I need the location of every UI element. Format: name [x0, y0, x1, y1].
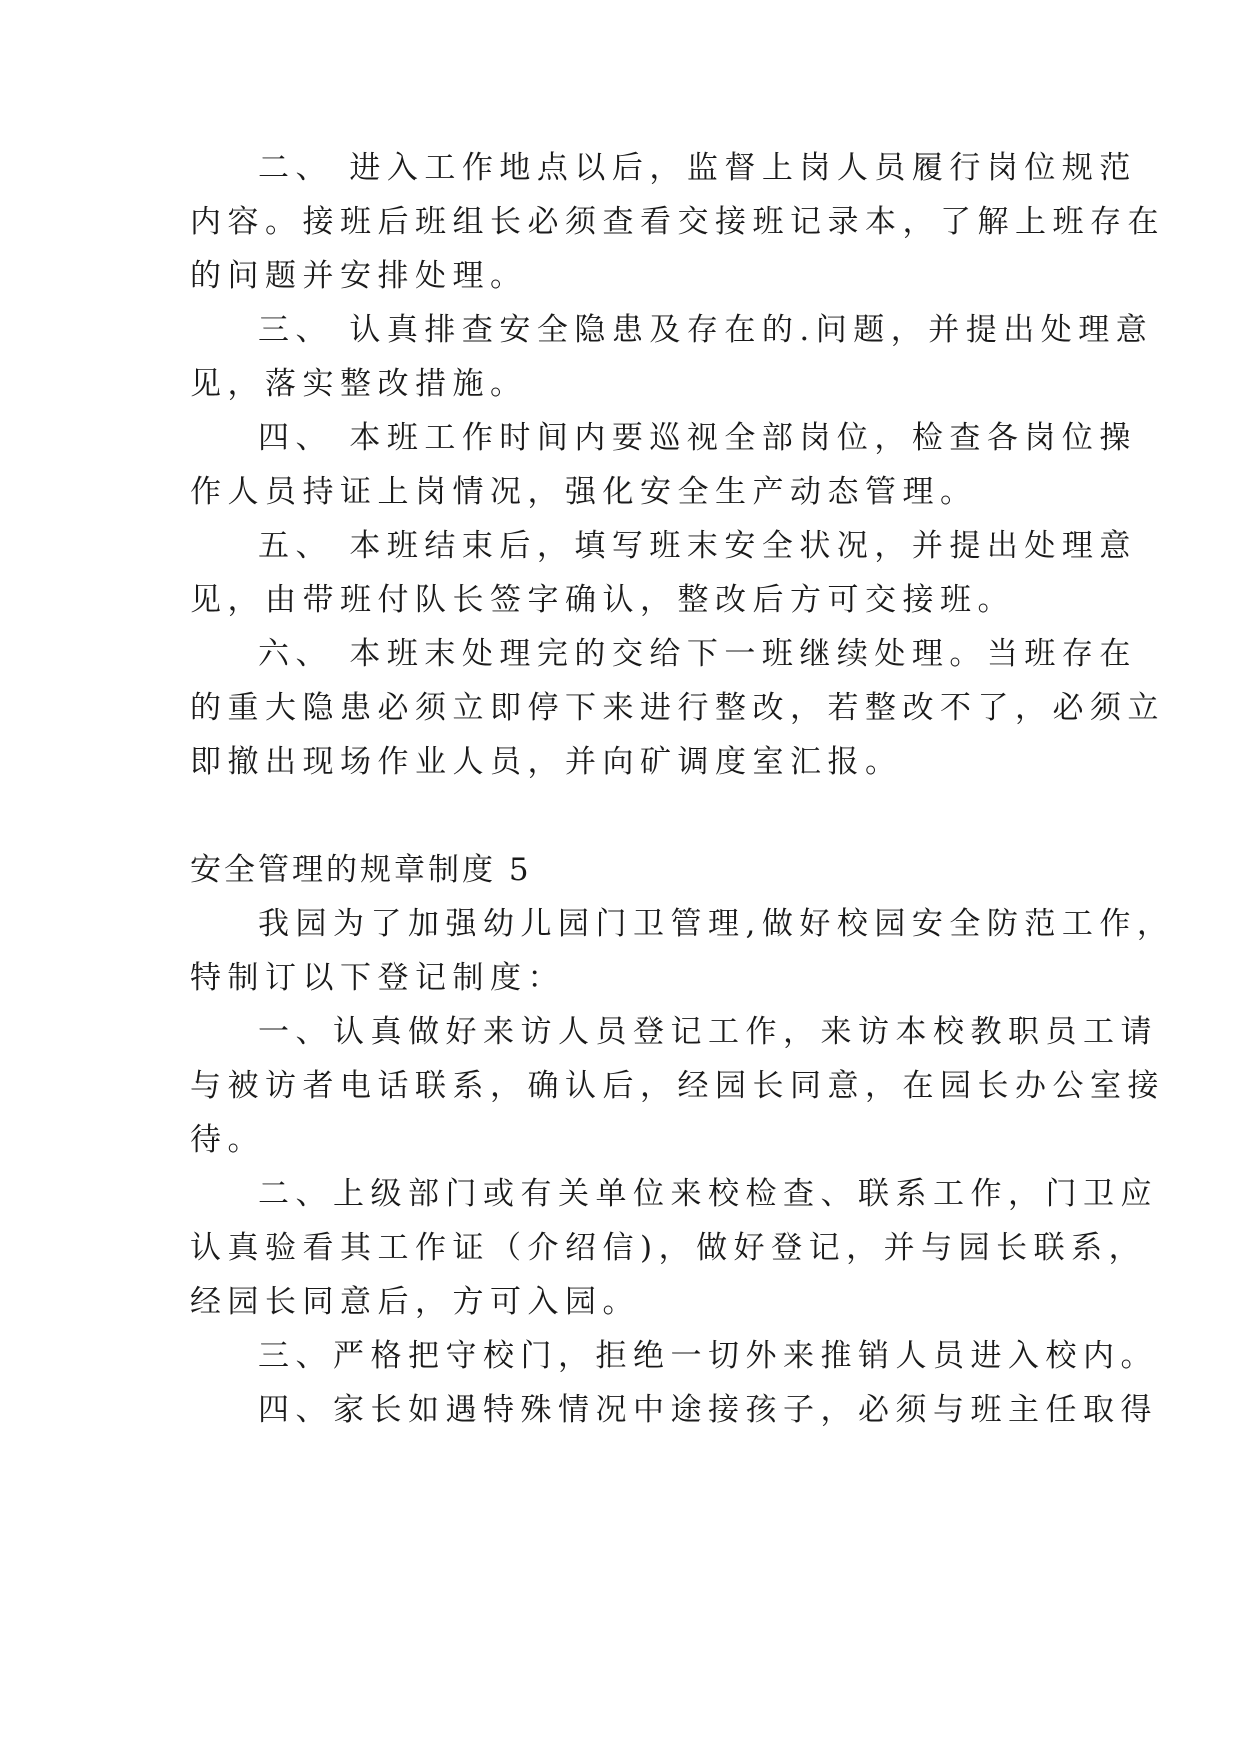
paragraph-line: 作人员持证上岗情况，强化安全生产动态管理。 — [190, 474, 978, 510]
paragraph-line: 的问题并安排处理。 — [190, 258, 528, 294]
paragraph-line: 与被访者电话联系，确认后，经园长同意，在园长办公室接 — [190, 1068, 1165, 1104]
paragraph-line: 我园为了加强幼儿园门卫管理,做好校园安全防范工作， — [258, 906, 1175, 942]
paragraph-line: 五、 本班结束后，填写班末安全状况，并提出处理意 — [258, 528, 1137, 564]
paragraph-line: 一、认真做好来访人员登记工作，来访本校教职员工请 — [258, 1014, 1158, 1050]
paragraph-line: 认真验看其工作证（介绍信)，做好登记，并与园长联系， — [190, 1230, 1147, 1266]
section-heading: 安全管理的规章制度 5 — [190, 852, 532, 888]
paragraph-line: 四、 本班工作时间内要巡视全部岗位，检查各岗位操 — [258, 420, 1137, 456]
paragraph-line: 二、 进入工作地点以后，监督上岗人员履行岗位规范 — [258, 150, 1137, 186]
paragraph-line: 四、家长如遇特殊情况中途接孩子，必须与班主任取得 — [258, 1392, 1158, 1428]
paragraph-line: 见，由带班付队长签字确认，整改后方可交接班。 — [190, 582, 1015, 618]
paragraph-line: 内容。接班后班组长必须查看交接班记录本，了解上班存在 — [190, 204, 1165, 240]
paragraph-line: 见，落实整改措施。 — [190, 366, 528, 402]
paragraph-line: 待。 — [190, 1122, 265, 1158]
paragraph-line: 二、上级部门或有关单位来校检查、联系工作，门卫应 — [258, 1176, 1158, 1212]
paragraph-line: 的重大隐患必须立即停下来进行整改，若整改不了，必须立 — [190, 690, 1165, 726]
paragraph-line: 三、严格把守校门，拒绝一切外来推销人员进入校内。 — [258, 1338, 1158, 1374]
paragraph-line: 三、 认真排查安全隐患及存在的.问题，并提出处理意 — [258, 312, 1154, 348]
paragraph-line: 经园长同意后，方可入园。 — [190, 1284, 640, 1320]
paragraph-line: 即撤出现场作业人员，并向矿调度室汇报。 — [190, 744, 903, 780]
paragraph-line: 六、 本班末处理完的交给下一班继续处理。当班存在 — [258, 636, 1137, 672]
paragraph-line: 特制订以下登记制度： — [190, 960, 565, 996]
